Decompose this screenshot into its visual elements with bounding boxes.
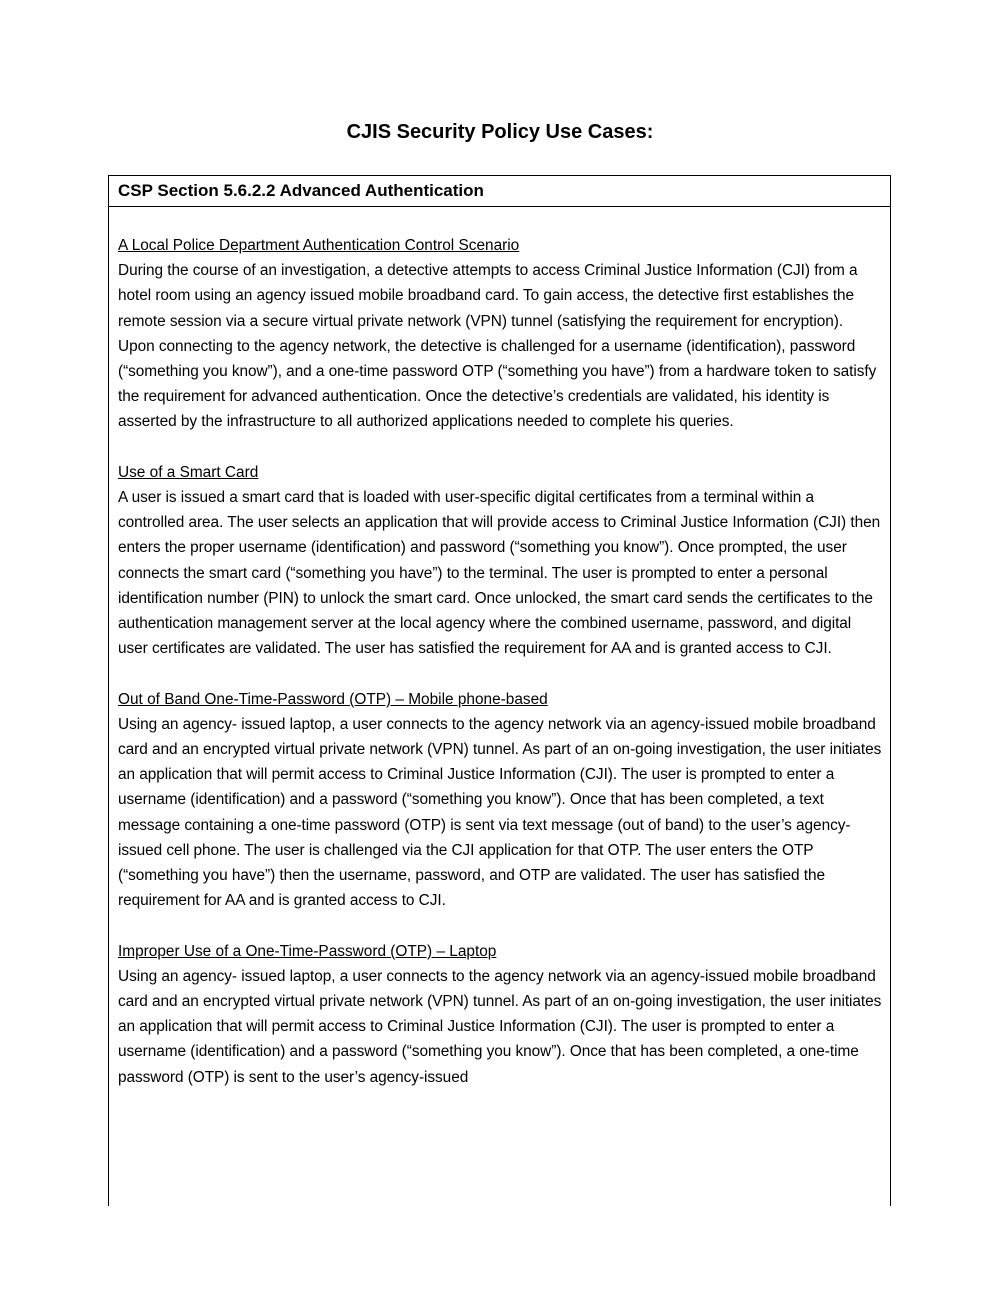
section-text: During the course of an investigation, a detective attempts to access Criminal Justice Information (CJI) from a hotel room using an agency issued mobile broadband card. To gain access, the detective first establishes the remote session via a secure virtual private network (VPN) tunnel (satisfying the requirement for encryption). Upon connecting to the agency network, the detective is challenged for a username (identification), password (“something you know”), and a one-time password OTP (“something you have”) from a hardware token to satisfy the requirement for advanced authentication. Once the detective’s credentials are validated, his identity is asserted by the infrastructure to all authorized applications needed to complete his queries. — [118, 262, 877, 431]
use-case-section — [118, 687, 882, 914]
section-text: A user is issued a smart card that is loaded with user-specific digital certificates from a terminal within a controlled area. The user selects an application that will provide access to Criminal Justice Information (CJI) then enters the proper username (identification) and password (“something you know”). Once prompted, the user connects the smart card (“something you have”) to the terminal. The user is prompted to enter a personal identification number (PIN) to unlock the smart card. Once unlocked, the smart card sends the certificates to the authentication management server at the local agency where the combined username, password, and digital user certificates are validated. The user has satisfied the requirement for AA and is granted access to CJI. — [118, 489, 881, 658]
use-case-section — [118, 939, 882, 1090]
section-text: Using an agency- issued laptop, a user connects to the agency network via an agency-issued mobile broadband card and an encrypted virtual private network (VPN) tunnel. As part of an on-going investigation, the user initiates an application that will permit access to Criminal Justice Information (CJI). The user is prompted to enter a username (identification) and a password (“something you know”). Once that has been completed, a one-time password (OTP) is sent to the user’s agency-issued — [118, 967, 882, 1086]
use-case-table — [108, 175, 891, 1206]
table-header: CSP Section 5.6.2.2 Advanced Authentication — [109, 176, 890, 207]
section-text: Using an agency- issued laptop, a user connects to the agency network via an agency-issued mobile broadband card and an encrypted virtual private network (VPN) tunnel. As part of an on-going investigation, the user initiates an application that will permit access to Criminal Justice Information (CJI). The user is prompted to enter a username (identification) and a password (“something you know”). Once that has been completed, a text message containing a one-time password (OTP) is sent via text message (out of band) to the user’s agency-issued cell phone. The user is challenged via the CJI application for that OTP. The user enters the OTP (“something you have”) then the username, password, and OTP are validated. The user has satisfied the requirement for AA and is granted access to CJI. — [118, 715, 882, 910]
use-case-section — [118, 460, 882, 662]
section-heading: Out of Band One-Time-Password (OTP) – Mobile phone-based — [118, 690, 548, 708]
use-case-section — [118, 233, 882, 435]
section-heading: A Local Police Department Authentication Control Scenario — [118, 237, 520, 254]
section-heading: Improper Use of a One-Time-Password (OTP) – Laptop — [118, 942, 497, 960]
page-title: CJIS Security Policy Use Cases: — [346, 121, 654, 143]
section-heading: Use of a Smart Card — [118, 463, 259, 481]
table-body — [109, 207, 890, 1090]
